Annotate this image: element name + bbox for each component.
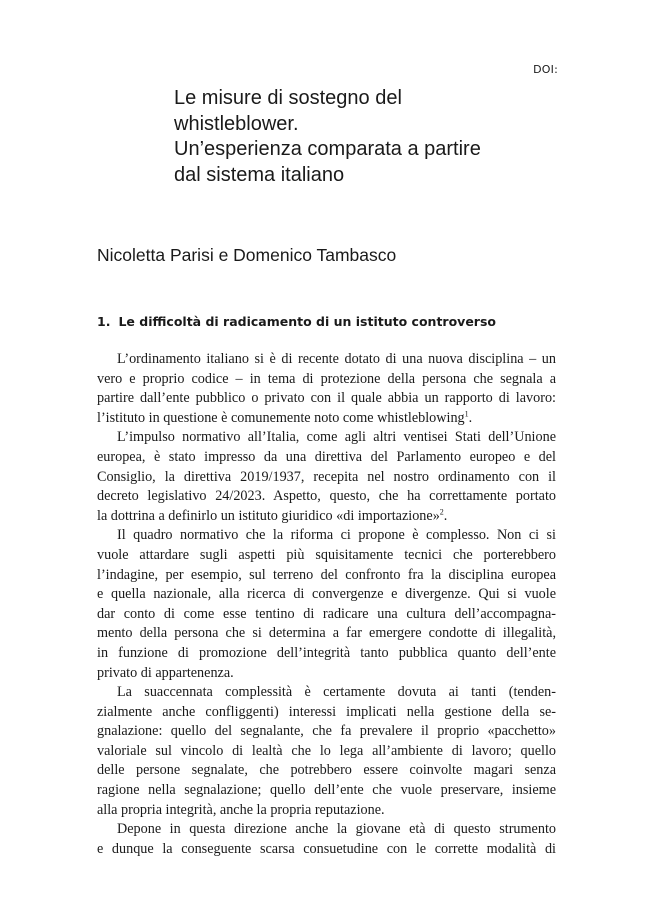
section-heading <box>97 314 496 329</box>
body-line: L’impulso normativo all’Italia, come agli altri ventisei Stati dell’Unione <box>117 429 556 446</box>
body-line: delle persone segnalate, che potrebbero essere coinvolte magari senza <box>97 762 556 779</box>
body-line <box>97 507 556 527</box>
body-line: vero e proprio codice – in tema di protezione della persona che segnala a <box>97 370 556 387</box>
title-line: whistleblower. <box>174 112 299 135</box>
body-line: ragione nella segnalazione; quello dell’ente che vuole preservare, insieme <box>97 782 556 799</box>
body-line: Il quadro normativo che la riforma ci propone è complesso. Non ci si <box>117 527 556 544</box>
body-line: L’ordinamento italiano si è di recente dotato di una nuova disciplina – un <box>117 351 556 367</box>
body-line: decreto legislativo 24/2023. Aspetto, questo, che ha correttamente portato <box>97 488 556 505</box>
footnote-ref[interactable]: 1 <box>464 409 469 419</box>
body-line: La suaccennata complessità è certamente dovuta ai tanti (tenden- <box>117 684 556 701</box>
body-line: gnalazione: quello del segnalante, che fa prevalere il proprio «pacchetto» <box>97 723 556 740</box>
body-line: Consiglio, la direttiva 2019/1937, recepita nel nostro ordinamento con il <box>97 468 556 485</box>
body-line: e quella nazionale, alla ricerca di convergenze e divergenze. Qui si vuole <box>97 586 556 603</box>
article-title <box>174 86 574 188</box>
doi-label: DOI: <box>533 63 558 76</box>
title-line: dal sistema italiano <box>174 163 345 186</box>
article-authors: Nicoletta Parisi e Domenico Tambasco <box>97 245 397 265</box>
section-title: Le difficoltà di radicamento di un istituto controverso <box>118 314 496 329</box>
body-line: Depone in questa direzione anche la giovane età di questo strumento <box>117 821 556 838</box>
body-line: in funzione di promozione dell’integrità tanto pubblica quanto dell’ente <box>97 644 556 661</box>
body-text <box>97 350 556 859</box>
body-line: partire dall’ente pubblico o privato con il quale abbia un rapporto di lavoro: <box>97 390 556 407</box>
footnote-ref[interactable]: 2 <box>439 507 444 517</box>
body-line-text: l’istituto in questione è comunemente noto come whistleblowing <box>97 409 465 426</box>
section-number: 1. <box>97 314 111 329</box>
body-line-text: la dottrina a definirlo un istituto giuridico «di importazione» <box>97 507 440 524</box>
line-end-period: . <box>468 409 473 426</box>
body-line: vuole attardare sugli aspetti più squisitamente tecnici che porterebbero <box>97 546 556 563</box>
body-line: zialmente anche confliggenti) interessi implicati nella gestione della se- <box>97 703 556 720</box>
body-line: alla propria integrità, anche la propria reputazione. <box>97 801 385 818</box>
line-end-period: . <box>443 507 448 524</box>
body-line: europea, è stato impresso da una direttiva del Parlamento europeo e del <box>97 448 556 465</box>
title-line: Le misure di sostegno del <box>174 87 402 109</box>
body-line: valoriale sul vincolo di lealtà che lo lega all’ambiente di lavoro; quello <box>97 742 556 759</box>
body-line <box>97 409 556 429</box>
title-line: Un’esperienza comparata a partire <box>174 138 481 160</box>
body-line: privato di appartenenza. <box>97 664 234 681</box>
body-line: l’indagine, per esempio, sul terreno del confronto fra la disciplina europea <box>97 566 556 583</box>
body-line: dar conto di come esse tentino di radicare una cultura dell’accompagna- <box>97 605 556 622</box>
body-line: mento della persona che si determina a far emergere condotte di illegalità, <box>97 625 556 642</box>
body-line: e dunque la conseguente scarsa consuetudine con le corrette modalità di <box>97 840 556 857</box>
